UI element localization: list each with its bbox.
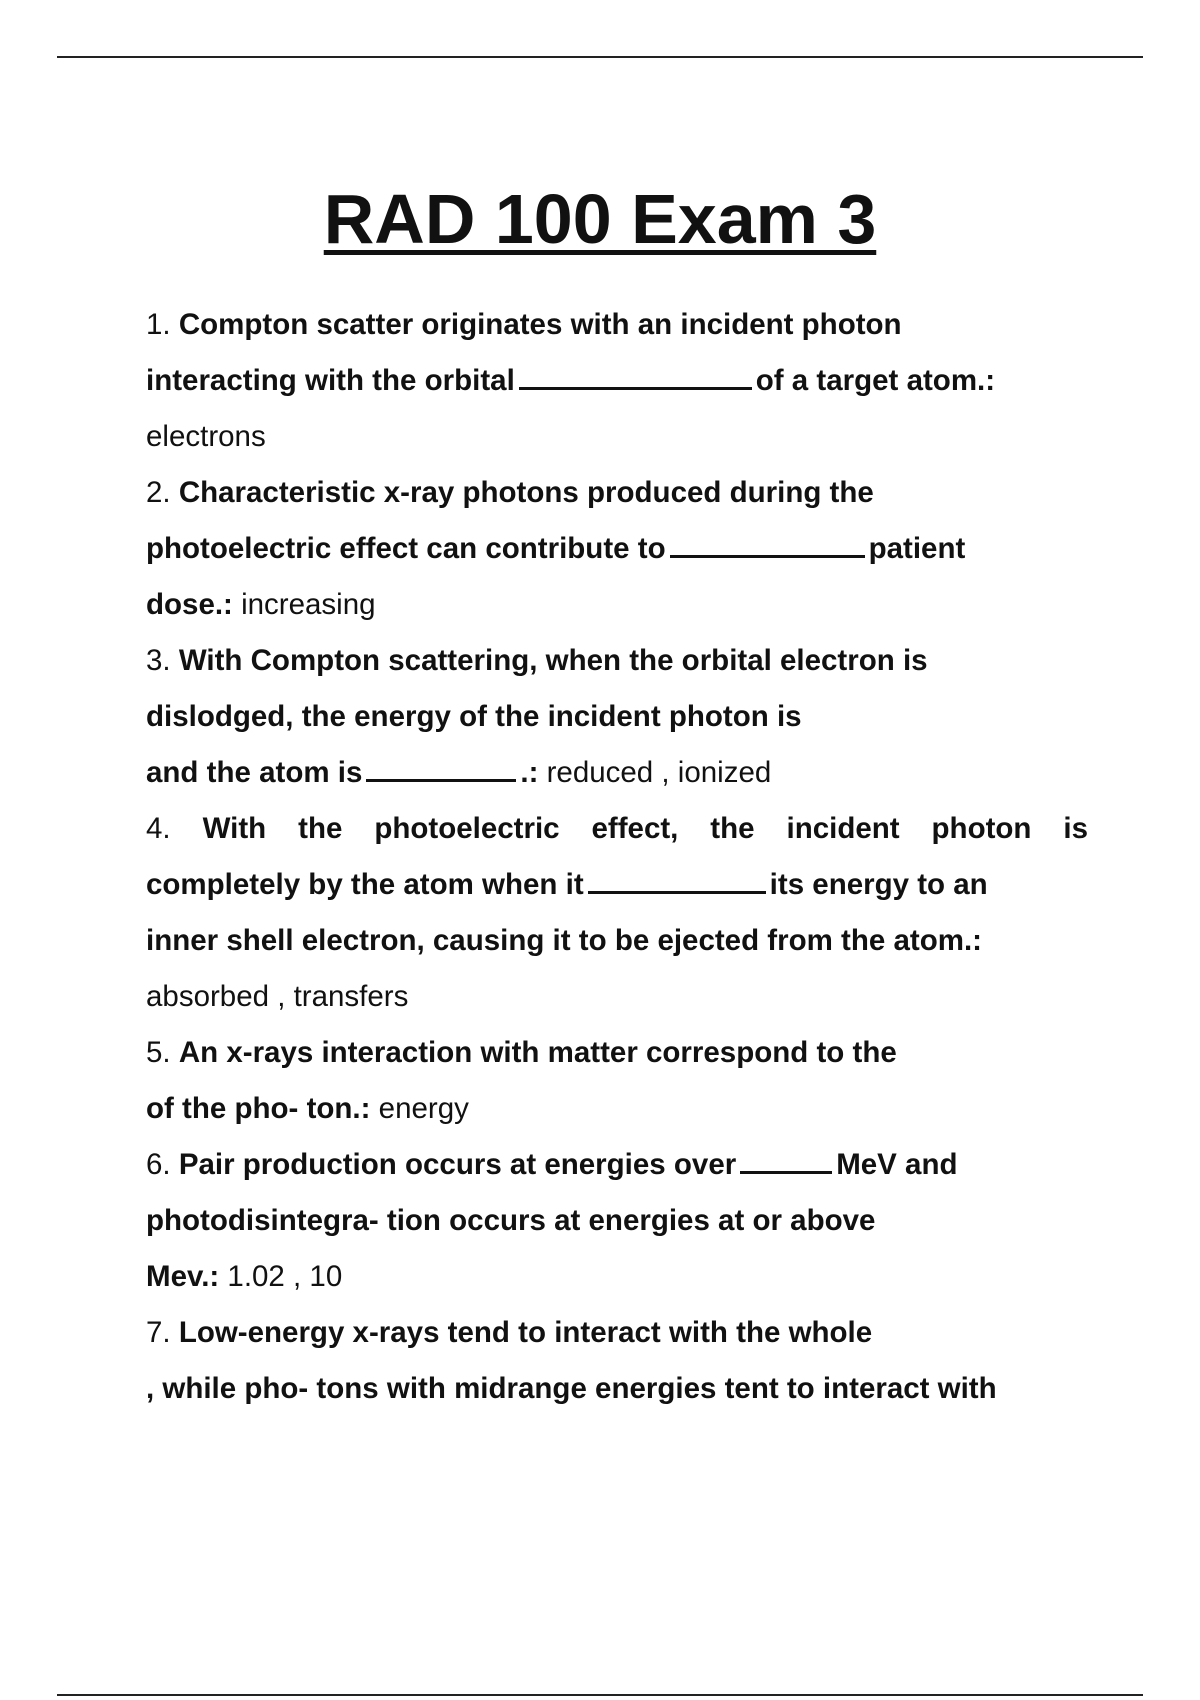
question-text: and the atom is <box>146 756 363 789</box>
answer-blank <box>366 749 516 782</box>
question-text: dose.: <box>146 588 233 621</box>
answer-blank <box>519 357 752 390</box>
q7-line-1 <box>146 1305 1088 1361</box>
q2-line-3 <box>146 577 1088 633</box>
question-number: 5. <box>146 1036 171 1069</box>
answer-blank <box>670 525 865 558</box>
page-title <box>0 176 1200 262</box>
top-rule <box>57 56 1143 58</box>
q4-line-1 <box>146 801 1088 857</box>
bottom-rule <box>57 1694 1143 1696</box>
question-number: 3. <box>146 644 171 677</box>
q3-line-3 <box>146 745 1088 801</box>
question-number: 2. <box>146 476 171 509</box>
question-text: patient <box>868 532 966 565</box>
answer-text: 1.02 , 10 <box>227 1260 343 1293</box>
question-text: Pair production occurs at energies over <box>178 1148 737 1181</box>
q2-line-2 <box>146 521 1088 577</box>
question-text: of a target atom.: <box>755 364 996 397</box>
question-text: completely by the atom when it <box>146 868 584 901</box>
answer-blank <box>588 861 766 894</box>
q6-line-3 <box>146 1249 1088 1305</box>
question-text: dislodged, the energy of the incident photon is <box>146 700 802 733</box>
q1-line-1 <box>146 297 1088 353</box>
question-number: 4. <box>146 812 171 845</box>
question-number: 6. <box>146 1148 171 1181</box>
question-text: .: <box>520 756 539 789</box>
answer-text: energy <box>378 1092 469 1125</box>
question-number: 1. <box>146 308 171 341</box>
question-text: photodisintegra- tion occurs at energies at or above <box>146 1204 876 1237</box>
q1-line-2 <box>146 353 1088 409</box>
q3-line-2 <box>146 689 1088 745</box>
question-text: interacting with the orbital <box>146 364 515 397</box>
question-text: Compton scatter originates with an incident photon <box>178 308 902 341</box>
question-text: An x-rays interaction with matter correspond to the <box>178 1036 897 1069</box>
question-text: inner shell electron, causing it to be ejected from the atom.: <box>146 924 982 957</box>
question-text: Characteristic x-ray photons produced during the <box>178 476 874 509</box>
q4-line-3 <box>146 913 1088 969</box>
question-text: , while pho- tons with midrange energies tent to interact with <box>146 1372 997 1405</box>
question-text: With the photoelectric effect, the incident photon is <box>202 812 1088 845</box>
answer-text: absorbed , transfers <box>146 980 409 1013</box>
question-text: of the pho- ton.: <box>146 1092 371 1125</box>
question-text: Low-energy x-rays tend to interact with the whole <box>178 1316 873 1349</box>
q1-line-3 <box>146 409 1088 465</box>
question-list <box>146 297 1088 1417</box>
question-text: Mev.: <box>146 1260 220 1293</box>
q7-line-2 <box>146 1361 1088 1417</box>
answer-text: increasing <box>241 588 376 621</box>
q6-line-1 <box>146 1137 1088 1193</box>
question-text: With Compton scattering, when the orbital electron is <box>178 644 928 677</box>
q5-line-1 <box>146 1025 1088 1081</box>
answer-blank <box>740 1141 832 1174</box>
page-title-text: RAD 100 Exam 3 <box>323 180 877 258</box>
q2-line-1 <box>146 465 1088 521</box>
q6-line-2 <box>146 1193 1088 1249</box>
answer-text: reduced , ionized <box>546 756 772 789</box>
q5-line-2 <box>146 1081 1088 1137</box>
q4-line-4 <box>146 969 1088 1025</box>
answer-text: electrons <box>146 420 266 453</box>
question-number: 7. <box>146 1316 171 1349</box>
question-text: its energy to an <box>769 868 988 901</box>
question-text: photoelectric effect can contribute to <box>146 532 666 565</box>
question-text: MeV and <box>836 1148 958 1181</box>
q3-line-1 <box>146 633 1088 689</box>
q4-line-2 <box>146 857 1088 913</box>
